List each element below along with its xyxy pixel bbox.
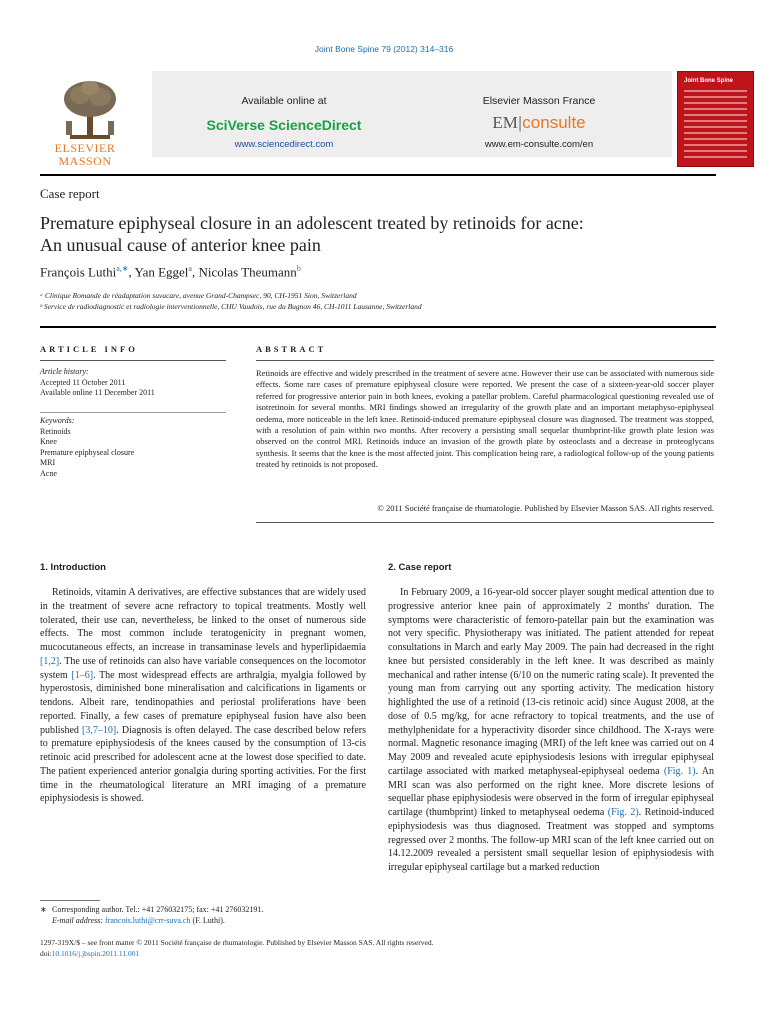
abstract-divider	[256, 360, 714, 361]
doi-link[interactable]: 10.1016/j.jbspin.2011.11.001	[51, 949, 140, 958]
abstract-copyright: © 2011 Société française de rhumatologie. Published by Elsevier Masson SAS. All rights reserved.	[377, 503, 714, 513]
sciencedirect-link[interactable]: www.sciencedirect.com	[234, 139, 334, 150]
author-name[interactable]: Nicolas Theumann	[198, 264, 297, 280]
journal-banner	[40, 71, 734, 169]
introduction-paragraph	[40, 586, 366, 806]
author-name[interactable]: Yan Eggel	[134, 264, 189, 280]
citation-link[interactable]: [3,7–10]	[82, 724, 117, 736]
page-footer	[40, 937, 433, 959]
article-type: Case report	[40, 186, 100, 201]
figure-link[interactable]: (Fig. 1)	[663, 765, 696, 777]
citation-link[interactable]: [1,2]	[40, 655, 60, 667]
author-separator: ,	[191, 264, 199, 280]
doi-label: doi:	[40, 949, 52, 958]
publisher-name-line1: ELSEVIER	[54, 141, 116, 155]
consulte-logo-part: consulte	[522, 113, 586, 132]
header-divider	[40, 174, 716, 176]
keyword: Acne	[40, 468, 57, 478]
front-matter-line: 1297-319X/$ – see front matter © 2011 Société française de rhumatologie. Published by Elsevier Masson SAS. All rights reserved.	[40, 938, 434, 947]
em-logo-divider: |	[517, 113, 523, 132]
article-info-divider	[40, 360, 226, 361]
title-line-1: Premature epiphyseal closure in an adolescent treated by retinoids for acne:	[40, 213, 584, 233]
accepted-date: Accepted 11 October 2011	[40, 377, 126, 387]
author-affiliation-mark[interactable]: a	[188, 264, 192, 273]
author-separator: ,	[128, 264, 135, 280]
abstract-heading: ABSTRACT	[256, 344, 327, 354]
abstract-bottom-divider	[256, 522, 714, 523]
cover-title: Joint Bone Spine	[684, 78, 734, 84]
case-report-body	[388, 586, 714, 875]
em-consulte-link[interactable]: www.em-consulte.com/en	[484, 139, 594, 150]
affiliation-b: ᵇ Service de radiodiagnostic et radiologie interventionnelle, CHU Vaudois, rue du Bugnon 46, CH-1011 Lausanne, Switzerland	[40, 302, 422, 311]
journal-cover-thumbnail[interactable]	[677, 71, 754, 167]
keywords-block	[40, 416, 226, 479]
em-logo-part: EM	[492, 113, 518, 132]
abstract-text: Retinoids are effective and widely prescribed in the treatment of severe acne. However their use can be associated with numerous side effects. Some rare cases of premature epiphyseal closure were reported. We present the case of a sixteen-year-old soccer player referred for progressive anterior pain in both knees, evoking a patellar problem. Careful pharmacological questioning revealed use of isotretinoin for several months. MRI findings showed an irregularity of the growth plate and an important metaphyso-epiphyseal oedema, more noticeable in the left knee. Retinoid-induced premature epiphyseal closure was diagnosed. The treatment was stopped, with a resolution of pain within two months. After recovery a persisting small sequelar thumbprint-like growth plate lesion was observed on the control MRI. Retinoids induce an invasion of the growth plate by osteoclasts and a decrease in proteoglycans synthesis. It seems that the knee is the most affected joint. This complication being rare, a radiological follow-up of the young patients treated by retinoids is not proposed.	[256, 368, 714, 470]
author-name[interactable]: François Luthi	[40, 264, 117, 280]
sciverse-logo: SciVerse ScienceDirect	[206, 117, 362, 133]
keyword: Knee	[40, 437, 57, 446]
text-span: . Retinoid-induced epiphysiodesis was thus diagnosed. Treatment was stopped and symptoms regressed over 2 months. The follow-up MRI scan of the left knee carried out on 14.12.2009 revealed a persistent small sequellar lesion of epiphysiodesis with irregular epiphyseal cartilage but a marked reduction	[388, 807, 714, 873]
text-span: . The most widespread effects are arthralgia, myalgia followed by hyperostosis, diminished bone mineralisation and calcifications in ligaments or tendons. Albeit rare, tendinopathies and periostal proliferations have been reported. Finally, a few cases of premature epiphyseal fusion have also been published	[40, 669, 367, 736]
article-info-heading: ARTICLE INFO	[40, 344, 138, 354]
text-span: In February 2009, a 16-year-old soccer player sought medical attention due to progressive anterior knee pain of approximately 2 months' duration. The symptoms were characteristic of femoro-patellar pain but the examination was not very specific. Physiotherapy was initiated. The patient attended for repeat consultations in March and early May 2009. The pain had decreased in the right knee but persisted considerably in the left knee. It was described as mainly mechanical and rather intense (6/10 on the numeric rating scale). It prevented the young man from carrying out any sporting activity. The medication history highlighted the use of a retinoid (13-cis retinoic acid) since August 2008, at the dose of 0.5 mg/kg, for acne refractory to topical treatments, and the use of methylphenidate for a hyperactivity disorder since childhood. The X-rays were normal. Magnetic resonance imaging (MRI) of the left knee was carried out on 4 May 2009 and revealed acute epiphysiodesis lesions with irregular epiphyseal cartilage associated with marked metaphyseal-epiphyseal oedema	[388, 587, 714, 777]
keyword: Premature epiphyseal closure	[40, 447, 135, 457]
availability-box	[152, 71, 672, 157]
text-span: . An MRI scan was also performed on the right knee. More discrete lesions of sequellar phase epiphysiodesis were observed in the form of irregular epiphyseal cartilage (thumbprint) linked to metaphyseal oedema	[388, 765, 714, 818]
keyword: Retinoids	[40, 426, 71, 436]
keywords-label: Keywords:	[40, 416, 75, 425]
footnote-divider	[40, 900, 100, 901]
footnote-text: Corresponding author. Tel.: +41 276032175; fax: +41 276032191.	[52, 905, 264, 914]
author-affiliation-mark[interactable]: b	[296, 264, 301, 273]
article-title	[40, 212, 720, 256]
affiliation-divider	[40, 326, 716, 328]
keyword: MRI	[40, 458, 56, 467]
elsevier-tree-icon	[60, 79, 120, 141]
author-list	[40, 264, 301, 280]
email-label: E-mail address:	[52, 916, 104, 925]
em-consulte-logo	[414, 113, 664, 133]
article-history	[40, 367, 226, 399]
title-line-2: An unusual cause of anterior knee pain	[40, 235, 321, 255]
cover-decoration	[684, 90, 747, 160]
history-label: Article history:	[40, 367, 89, 376]
journal-reference-link[interactable]: Joint Bone Spine 79 (2012) 314–316	[314, 44, 454, 54]
figure-link[interactable]: (Fig. 2)	[607, 807, 639, 818]
elsevier-masson-france-text: Elsevier Masson France	[482, 95, 596, 107]
citation-link[interactable]: [1–6]	[71, 669, 94, 681]
introduction-body	[40, 586, 366, 806]
elsevier-logo	[40, 79, 130, 169]
corresponding-author-footnote	[40, 904, 366, 926]
footnote-mark: ∗	[40, 905, 47, 914]
publisher-name-line2: MASSON	[58, 154, 112, 168]
introduction-heading: 1. Introduction	[40, 562, 106, 573]
affiliation-a: ᵃ Clinique Romande de réadaptation suvacare, avenue Grand-Champsec, 90, CH-1951 Sion, Switzerland	[40, 291, 357, 300]
text-span: Retinoids, vitamin A derivatives, are effective substances that are widely used in the treatment of severe acne refractory to topical treatments. Mostly well tolerated, their use can, nevertheless, be linked to the onset of numerous side effects. The most common include teratogenicity in pregnant women, mucocutaneous effects, an increase in transaminase levels and hyperlipidaemia	[40, 587, 366, 653]
email-link[interactable]: francois.luthi@crr-suva.ch	[105, 916, 191, 925]
text-span: . The use of retinoids can also have variable consequences on the locomotor system	[40, 655, 366, 681]
case-report-paragraph	[388, 586, 714, 875]
text-span: . Diagnosis is often delayed. The case described below refers to premature epiphysiodesis of the knees caused by the consumption of 13-cis retinoic acid prescribed for adolescent acne at the lowest dose specified to date. The patient experienced anterior gonalgia during sporting activities. For the first time in the rheumatological literature an MRI imaging of a premature epiphysiodesis is showed.	[40, 724, 366, 805]
case-report-heading: 2. Case report	[388, 562, 452, 573]
author-affiliation-mark[interactable]: a,∗	[116, 264, 129, 273]
email-suffix: (F. Luthi).	[190, 916, 225, 925]
available-date: Available online 11 December 2011	[40, 388, 155, 397]
history-divider	[40, 412, 226, 413]
available-online-text: Available online at	[241, 95, 327, 107]
